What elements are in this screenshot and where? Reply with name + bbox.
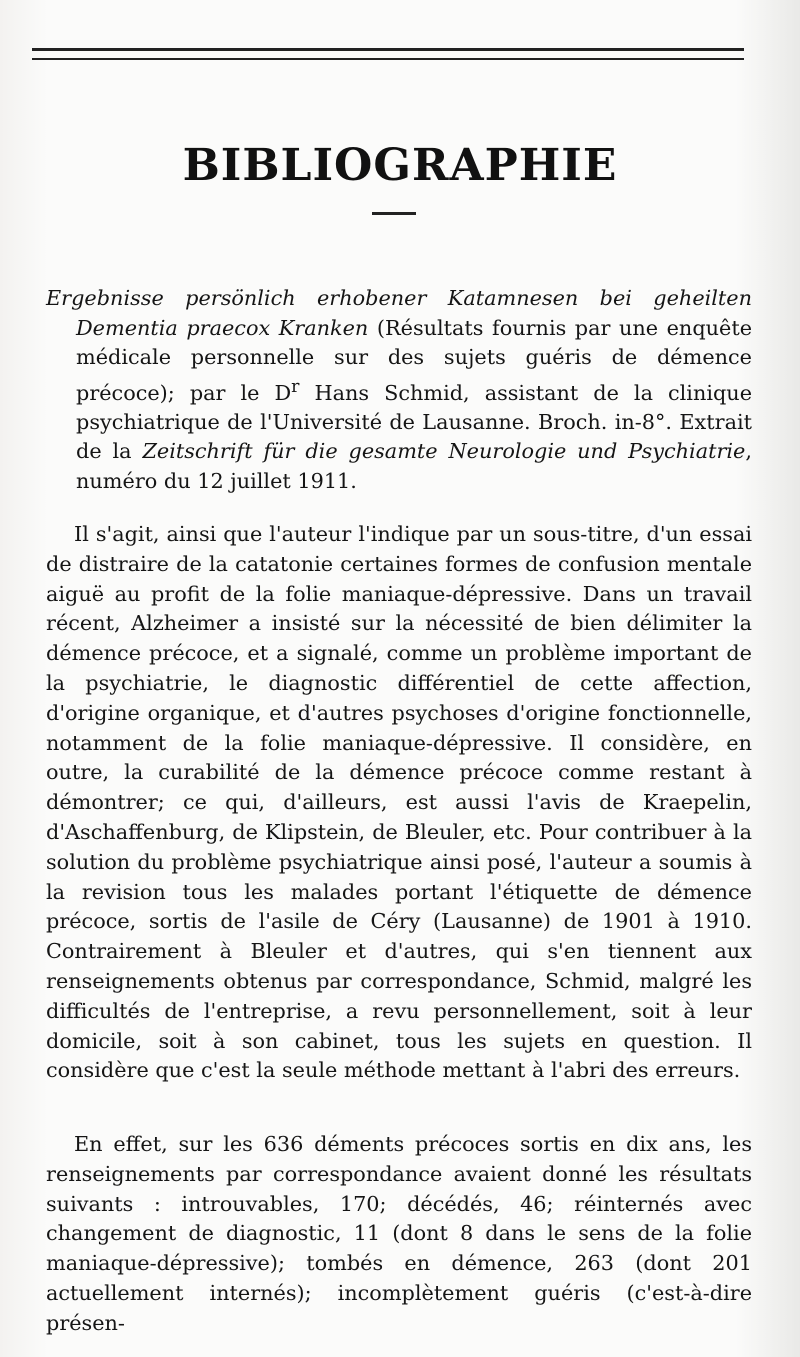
entry-citation: (Résultats fournis par une enquête médicale personnelle sur des sujets guéris de démence précoce); par le D (76, 315, 753, 405)
entry-text (46, 284, 752, 496)
entry-citation-cont: Hans Schmid, assistant de la clinique psychiatrique de l'Université de Lausanne. Broch. in-8°. Extrait de la (76, 380, 752, 464)
body-paragraph-1 (46, 520, 752, 1086)
header-rule (32, 48, 744, 51)
header-rule-secondary (32, 58, 744, 60)
body-paragraph-2 (46, 1130, 752, 1339)
entry-journal: Zeitschrift für die gesamte Neurologie und Psychiatrie (142, 439, 746, 464)
paragraph-text: Il s'agit, ainsi que l'auteur l'indique par un sous-titre, d'un essai de distraire de la catatonie certaines formes de confusion mentale aiguë au profit de la folie maniaque-dépressive. Dans un travail récent, Alzheimer a insisté sur la nécessité de bien délimiter la démence précoce, et a signalé, comme un problème important de la psychiatrie, le diagnostic différentiel de cette affection, d'origine organique, et d'autres psychoses d'origine fonctionnelle, notamment de la folie maniaque-dépressive. Il considère, en outre, la curabilité de la démence précoce comme restant à démontrer; ce qui, d'ailleurs, est aussi l'avis de Kraepelin, d'Aschaffenburg, de Klipstein, de Bleuler, etc. Pour contribuer à la solution du problème psychiatrique ainsi posé, l'auteur a soumis à la revision tous les malades portant l'étiquette de démence précoce, sortis de l'asile de Céry (Lausanne) de 1901 à 1910. Contrairement à Bleuler et d'autres, qui s'en tiennent aux renseignements obtenus par correspondance, Schmid, malgré les difficultés de l'entreprise, a revu personnellement, soit à leur domicile, soit à son cabinet, tous les sujets en question. Il considère que c'est la seule méthode mettant à l'abri des erreurs. (46, 522, 752, 1083)
page-heading: BIBLIOGRAPHIE (182, 140, 618, 191)
bibliographic-entry (46, 284, 752, 496)
entry-citation-end: , numéro du 12 juillet 1911. (76, 439, 752, 493)
paragraph-text: En effet, sur les 636 déments précoces sortis en dix ans, les renseignements par correspondance avaient donné les résultats suivants : introuvables, 170; décédés, 46; réinternés avec changement de diagnostic, 11 (dont 8 dans le sens de la folie maniaque-dépressive); tombés en démence, 263 (dont 201 actuellement internés); incomplètement guéris (c'est-à-dire présen- (46, 1132, 752, 1335)
heading-underline (372, 212, 416, 215)
entry-dr-sup: r (291, 376, 300, 397)
entry-title: Ergebnisse persönlich erhobener Katamnesen bei geheilten Dementia praecox Kranken (46, 286, 752, 340)
